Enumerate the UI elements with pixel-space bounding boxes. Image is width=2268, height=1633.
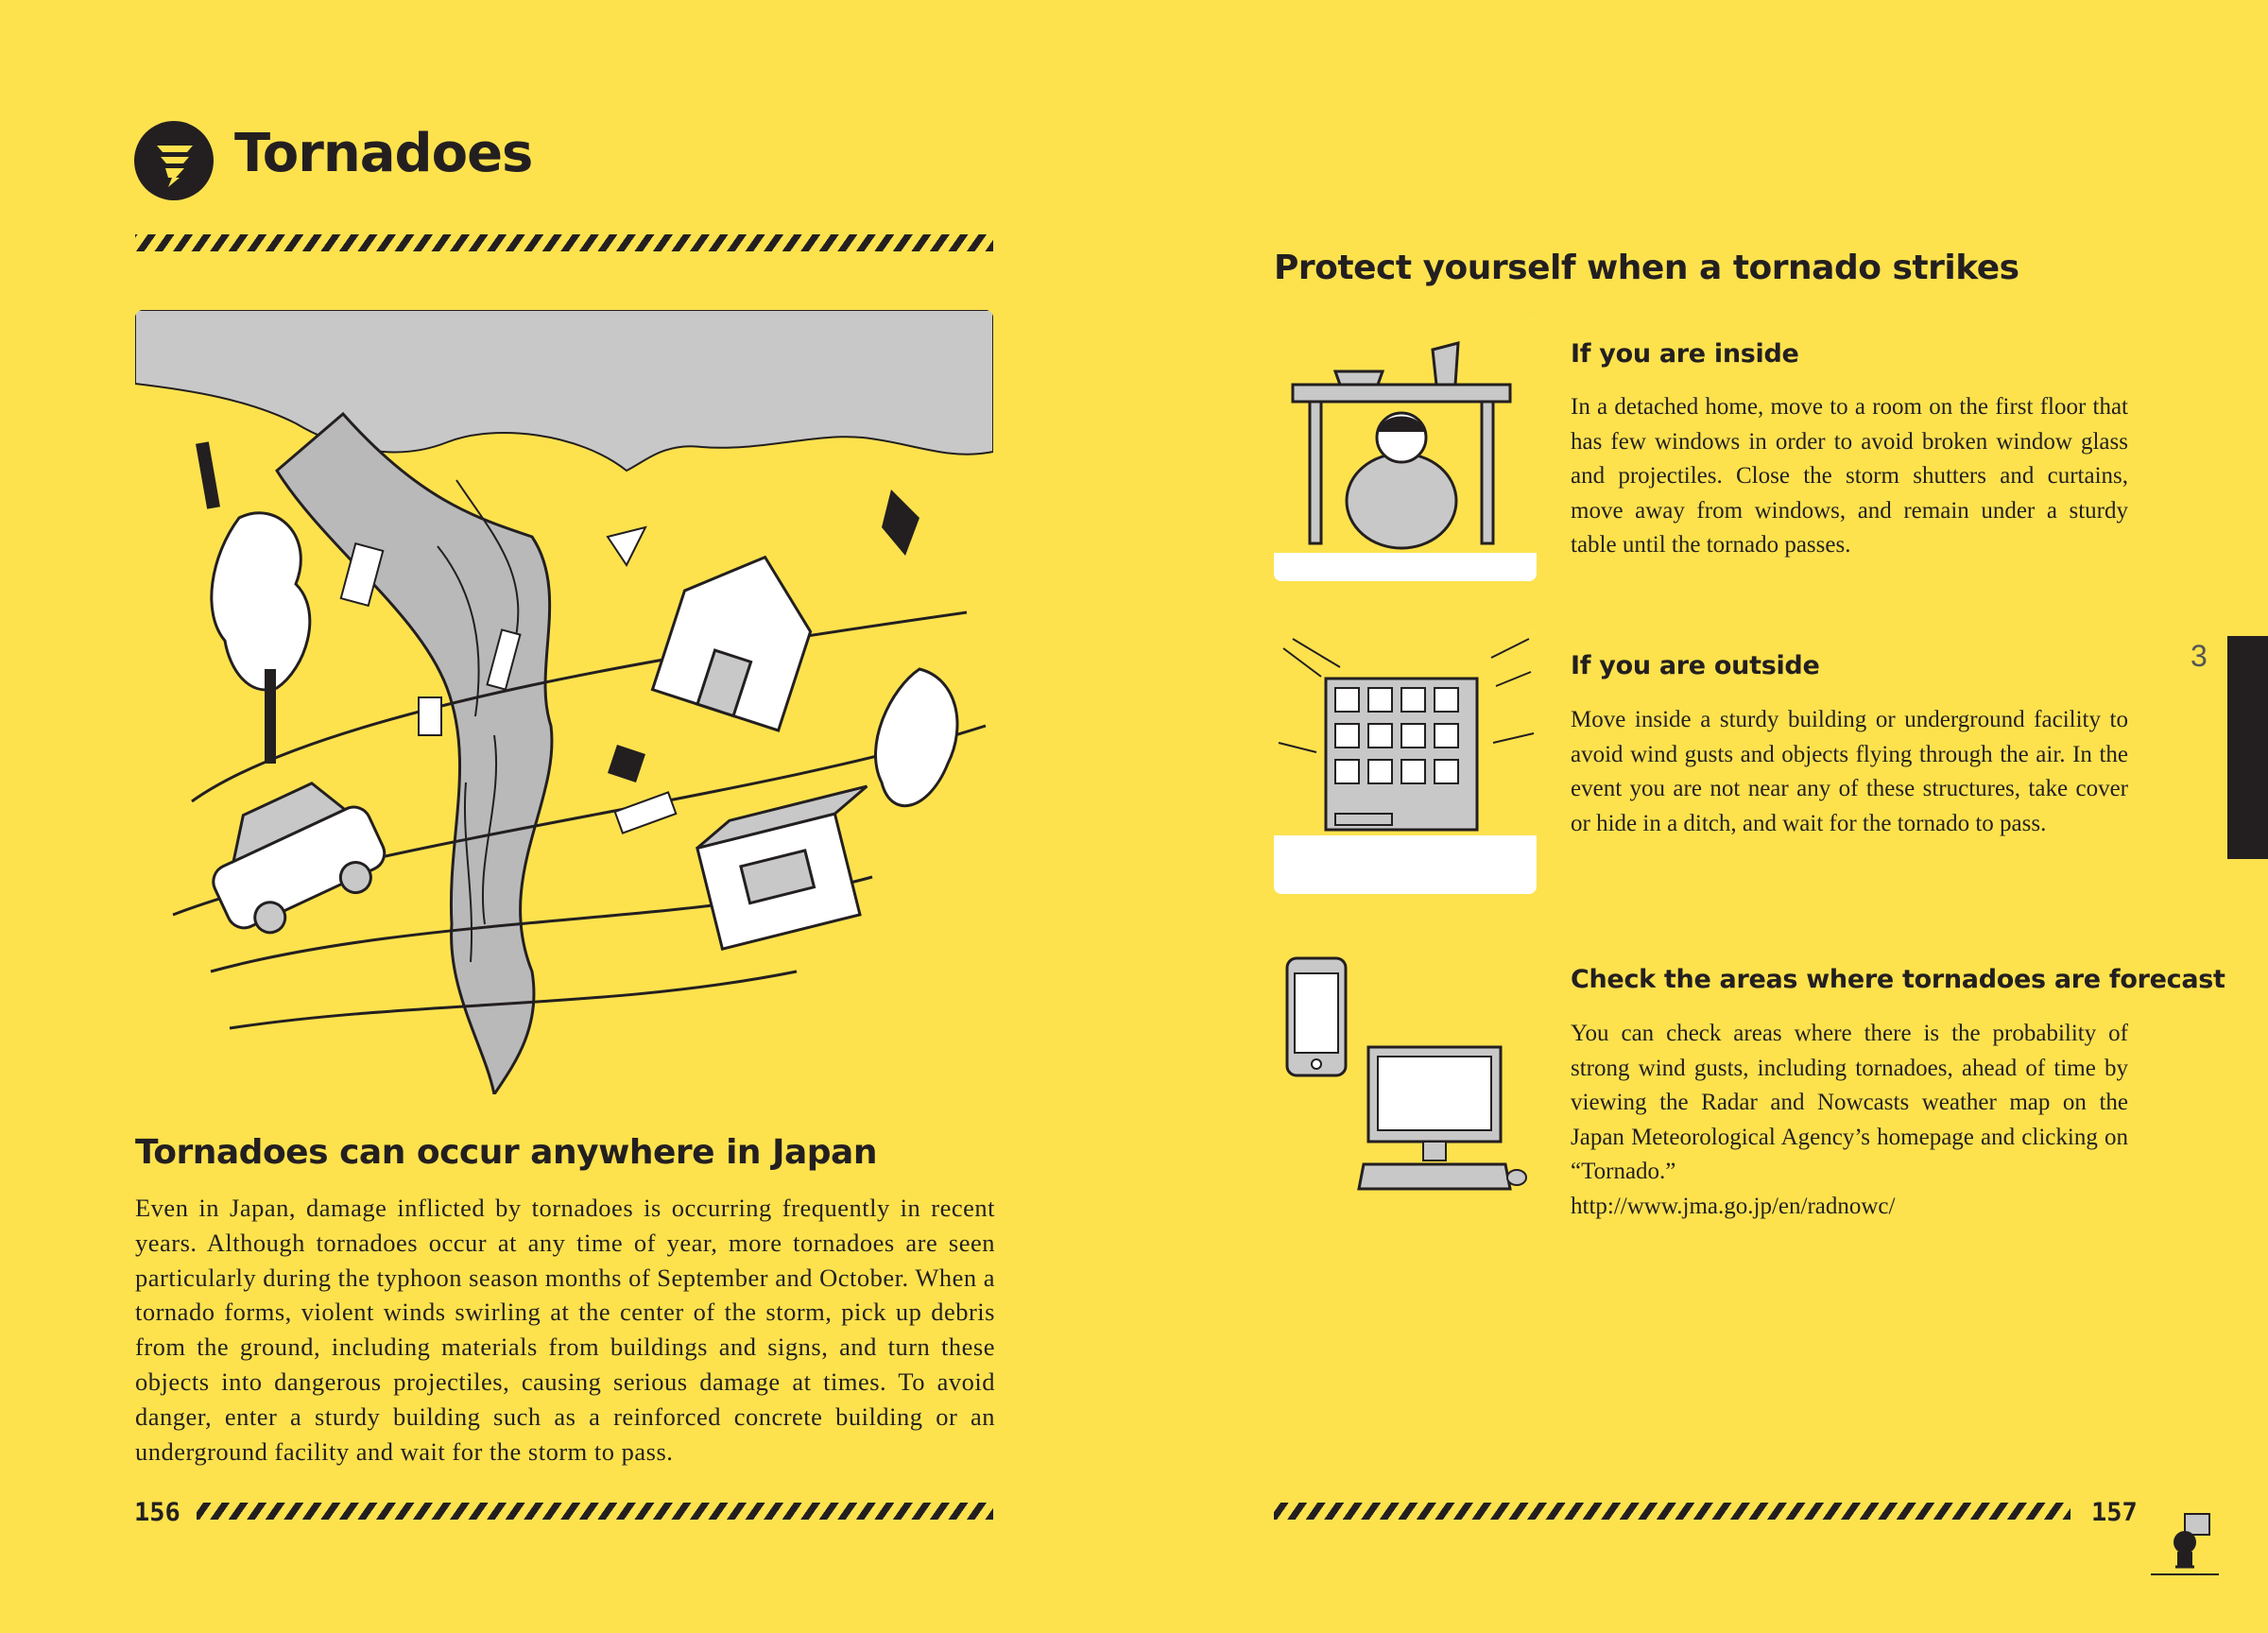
tornado-illustration xyxy=(135,310,993,1094)
forecast-heading: Check the areas where tornadoes are forecast xyxy=(1571,965,2225,994)
windy-building-illustration xyxy=(1274,629,1537,894)
hazard-stripe-footer xyxy=(197,1503,993,1520)
chapter-number: 3 xyxy=(2191,639,2208,673)
page-number: 156 xyxy=(134,1498,180,1527)
chapter-tab xyxy=(2227,636,2268,859)
outside-body: Move inside a sturdy building or underground facility to avoid wind gusts and objects flying through the air. In the event you are not near any of these structures, take cover or hide in a ditch, and wait for the tornado to pass. xyxy=(1571,707,2128,836)
inside-body: In a detached home, move to a room on the first floor that has few windows in order to avoid broken window glass and projectiles. Close the storm shutters and curtains, move away from windows, and remain under a sturdy table until the tornado passes. xyxy=(1571,394,2128,559)
inside-heading: If you are inside xyxy=(1571,339,1799,369)
jma-link[interactable]: http://www.jma.go.jp/en/radnowc/ xyxy=(1571,1194,1896,1219)
page-title: Tornadoes xyxy=(234,123,533,184)
outside-heading: If you are outside xyxy=(1571,651,1820,680)
person-under-table-illustration xyxy=(1274,317,1537,581)
tornado-warning-icon xyxy=(134,121,214,200)
forecast-body: You can check areas where there is the probability of strong wind gusts, including tornadoes, ahead of time by viewing the Radar and Nowcasts weather map on the Japan Meteorological Agency’s homepage and clicking on “Tornado.” xyxy=(1571,1021,2128,1185)
right-page-heading: Protect yourself when a tornado strikes xyxy=(1274,249,2019,287)
hazard-stripe-divider xyxy=(135,234,993,251)
hazard-stripe-footer-right xyxy=(1274,1503,2070,1520)
page-number-right: 157 xyxy=(2091,1498,2138,1527)
phone-and-computer-illustration xyxy=(1274,945,1537,1210)
section-body: Even in Japan, damage inflicted by tornadoes is occurring frequently in recent years. Although tornadoes occur at any time of year, more tornadoes are seen particularly during the typhoon season months of September and October. When a tornado forms, violent winds swirling at the center of the storm, pick up debris from the ground, including materials from buildings and signs, and turn these objects into dangerous projectiles, causing serious damage at times. To avoid danger, enter a sturdy building such as a reinforced concrete building or an underground facility and wait for the storm to pass. xyxy=(135,1194,995,1466)
section-heading: Tornadoes can occur anywhere in Japan xyxy=(135,1133,877,1172)
mascot-icon xyxy=(2147,1510,2223,1578)
